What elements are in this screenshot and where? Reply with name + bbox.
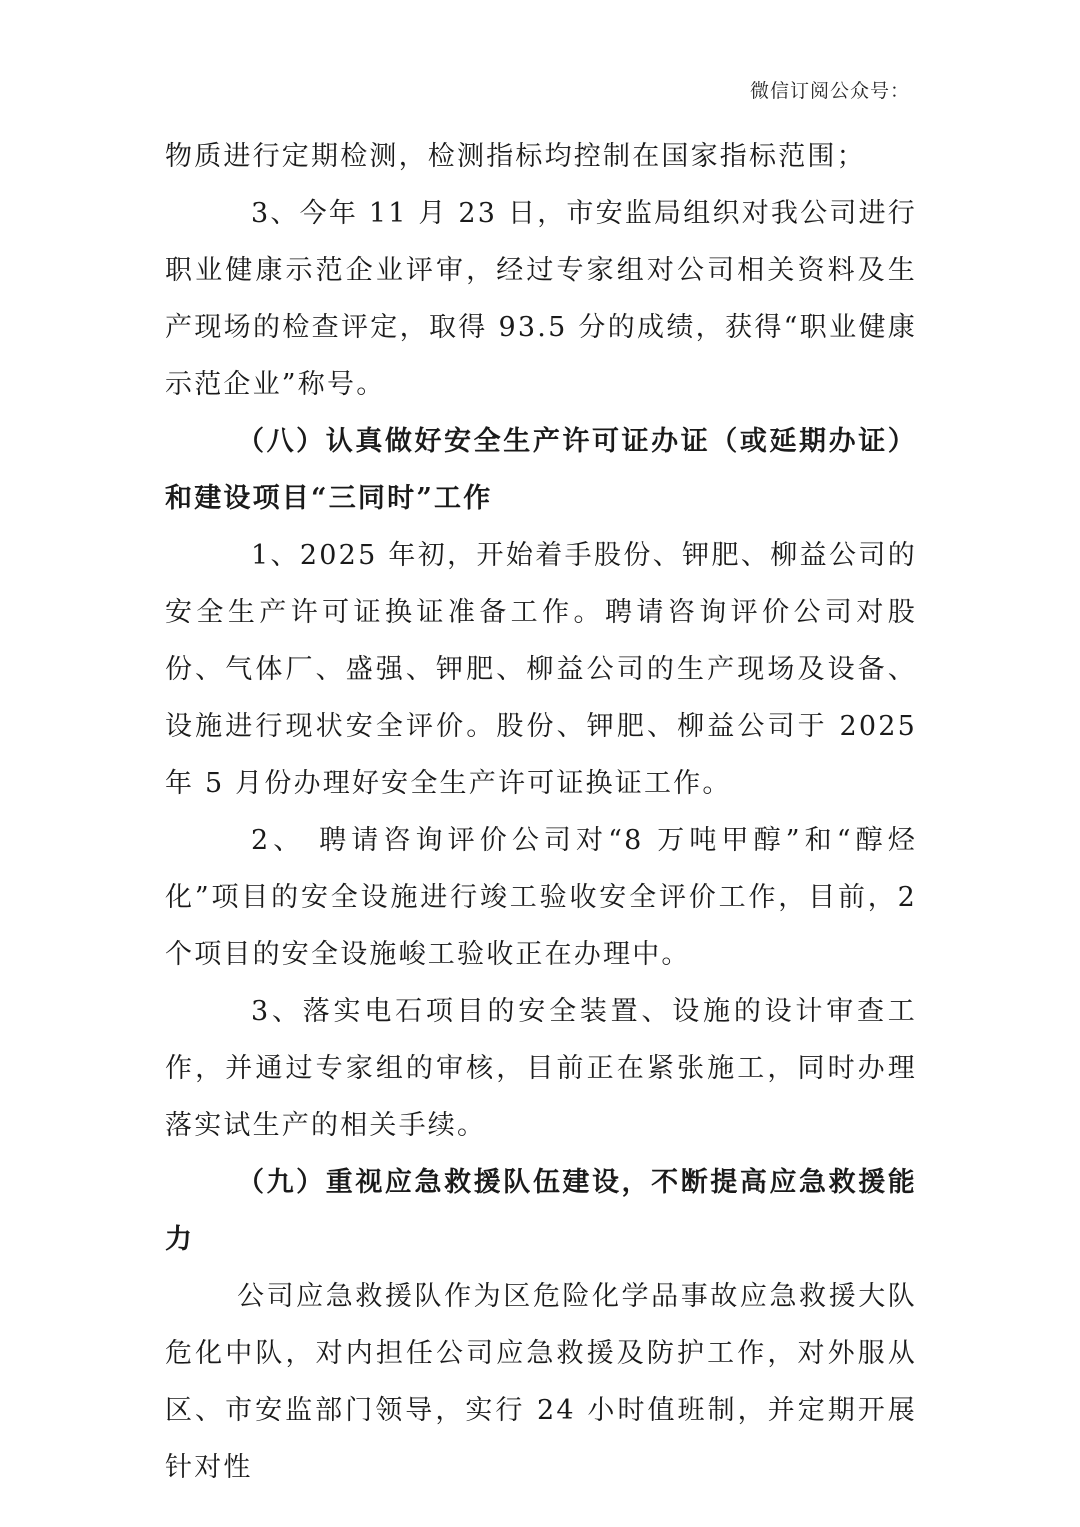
paragraph-emergency-team: 公司应急救援队作为区危险化学品事故应急救援大队危化中队，对内担任公司应急救援及防护工作，对外服从区、市安监部门领导，实行 24 小时值班制，并定期开展针对性: [165, 1281, 917, 1483]
paragraph-continuation: 物质进行定期检测，检测指标均控制在国家指标范围；: [165, 141, 866, 172]
paragraph-item-3-carbide: 3、落实电石项目的安全装置、设施的设计审查工作，并通过专家组的审核，目前正在紧张施工，同时办理落实试生产的相关手续。: [165, 996, 917, 1141]
paragraph-item-3-health: 3、今年 11 月 23 日，市安监局组织对我公司进行职业健康示范企业评审，经过专家组对公司相关资料及生产现场的检查评定，取得 93.5 分的成绩，获得“职业健康示范企业”称号。: [165, 198, 917, 400]
document-body: [165, 128, 917, 1496]
header-note: 微信订阅公众号：: [749, 80, 910, 102]
section-heading-8: （八）认真做好安全生产许可证办证（或延期办证）和建设项目“三同时”工作: [165, 426, 917, 514]
paragraph-item-1-permit: 1、2025 年初，开始着手股份、钾肥、柳益公司的安全生产许可证换证准备工作。聘请咨询评价公司对股份、气体厂、盛强、钾肥、柳益公司的生产现场及设备、设施进行现状安全评价。股份、钾肥、柳益公司于 2025 年 5 月份办理好安全生产许可证换证工作。: [165, 540, 917, 799]
section-heading-9: （九）重视应急救援队伍建设，不断提高应急救援能力: [165, 1167, 917, 1255]
paragraph-item-2-acceptance: 2、 聘请咨询评价公司对“8 万吨甲醇”和“醇烃化”项目的安全设施进行竣工验收安全评价工作，目前，2 个项目的安全设施峻工验收正在办理中。: [165, 825, 917, 970]
